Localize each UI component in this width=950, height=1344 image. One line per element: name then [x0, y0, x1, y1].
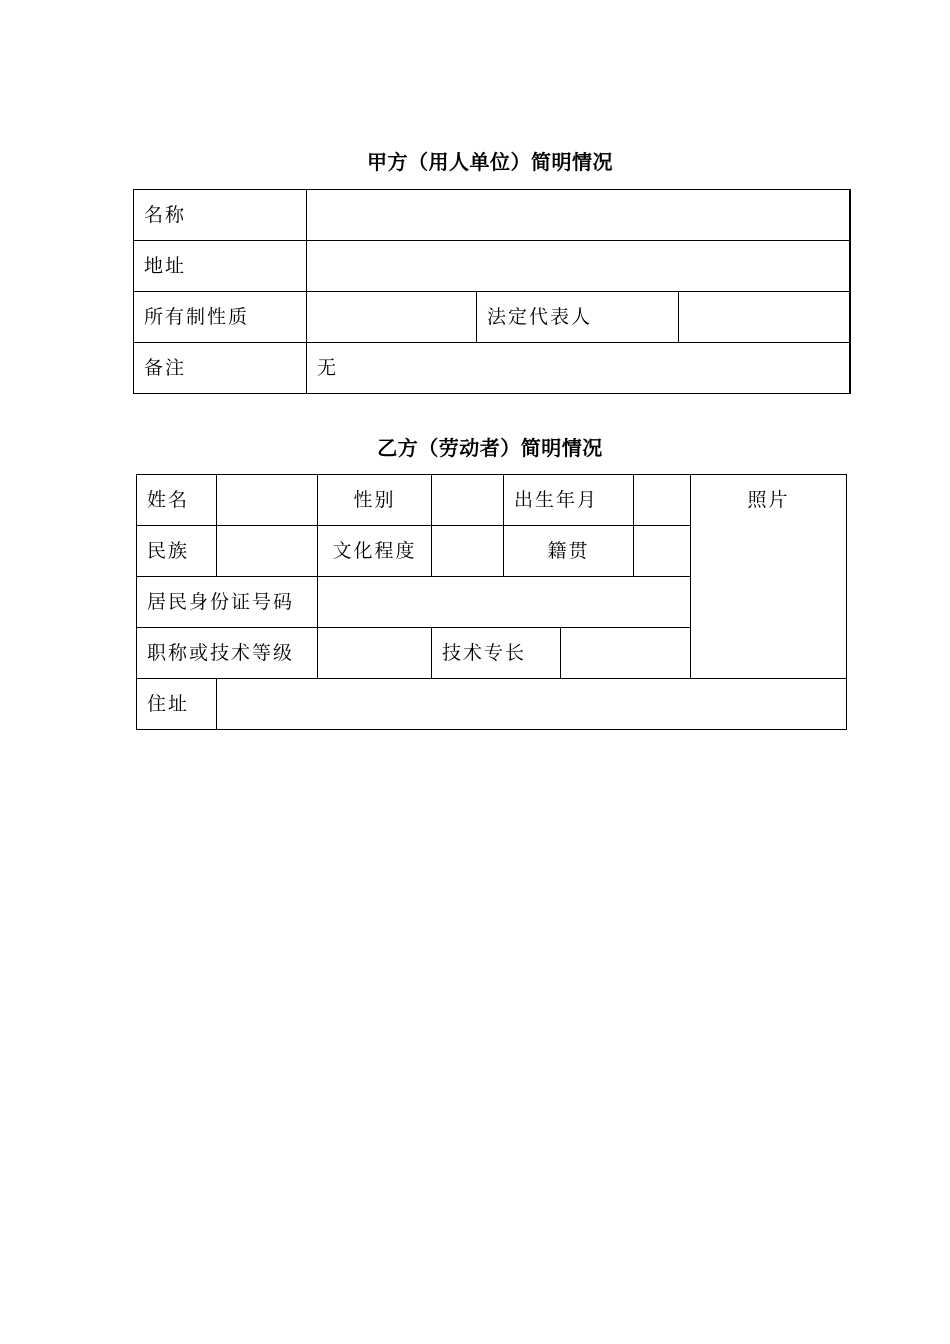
skill-field[interactable]	[561, 628, 691, 679]
paragraph-line	[90, 1137, 430, 1160]
paragraph-line	[123, 988, 701, 1011]
paragraph-line	[123, 1087, 701, 1110]
table-row	[137, 475, 847, 526]
paragraph-line	[90, 839, 515, 862]
employee-info-table	[136, 474, 847, 730]
residence-field[interactable]	[217, 679, 847, 730]
paragraph-line	[134, 789, 695, 812]
residence-label: 住址	[137, 679, 217, 730]
paragraph-line	[134, 888, 695, 911]
table-row	[137, 679, 847, 730]
employer-address-label: 地址	[134, 241, 307, 292]
legal-rep-label: 法定代表人	[477, 292, 679, 343]
native-place-field[interactable]	[634, 526, 691, 577]
ownership-label: 所有制性质	[134, 292, 307, 343]
title-grade-field[interactable]	[318, 628, 432, 679]
paragraph-line	[90, 1038, 141, 1061]
photo-label: 照片	[747, 489, 790, 511]
table-row	[134, 292, 850, 343]
section-a-title: 甲方（用人单位）简明情况	[367, 150, 613, 174]
education-label: 文化程度	[318, 526, 432, 577]
employer-name-label: 名称	[134, 190, 307, 241]
paragraph-line	[90, 938, 447, 961]
employee-name-field[interactable]	[217, 475, 318, 526]
birth-label: 出生年月	[504, 475, 634, 526]
table-row	[134, 241, 850, 292]
ethnicity-label: 民族	[137, 526, 217, 577]
paragraph-line	[123, 1187, 701, 1210]
table-row	[134, 190, 850, 241]
legal-rep-field[interactable]	[679, 292, 850, 343]
title-grade-label: 职称或技术等级	[137, 628, 318, 679]
photo-cell[interactable]	[691, 475, 847, 679]
native-place-label: 籍贯	[504, 526, 634, 577]
employer-name-field[interactable]	[307, 190, 850, 241]
education-field[interactable]	[432, 526, 504, 577]
employer-info-table	[133, 189, 851, 394]
remark-label: 备注	[134, 343, 307, 394]
gender-field[interactable]	[432, 475, 504, 526]
skill-label: 技术专长	[432, 628, 561, 679]
ethnicity-field[interactable]	[217, 526, 318, 577]
employee-name-label: 姓名	[137, 475, 217, 526]
remark-field[interactable]: 无	[307, 343, 850, 394]
employer-address-field[interactable]	[307, 241, 850, 292]
id-number-label: 居民身份证号码	[137, 577, 318, 628]
ownership-field[interactable]	[307, 292, 477, 343]
table-row	[134, 343, 850, 394]
id-number-field[interactable]	[318, 577, 691, 628]
section-b-title: 乙方（劳动者）简明情况	[377, 436, 603, 460]
gender-label: 性别	[318, 475, 432, 526]
birth-field[interactable]	[634, 475, 691, 526]
